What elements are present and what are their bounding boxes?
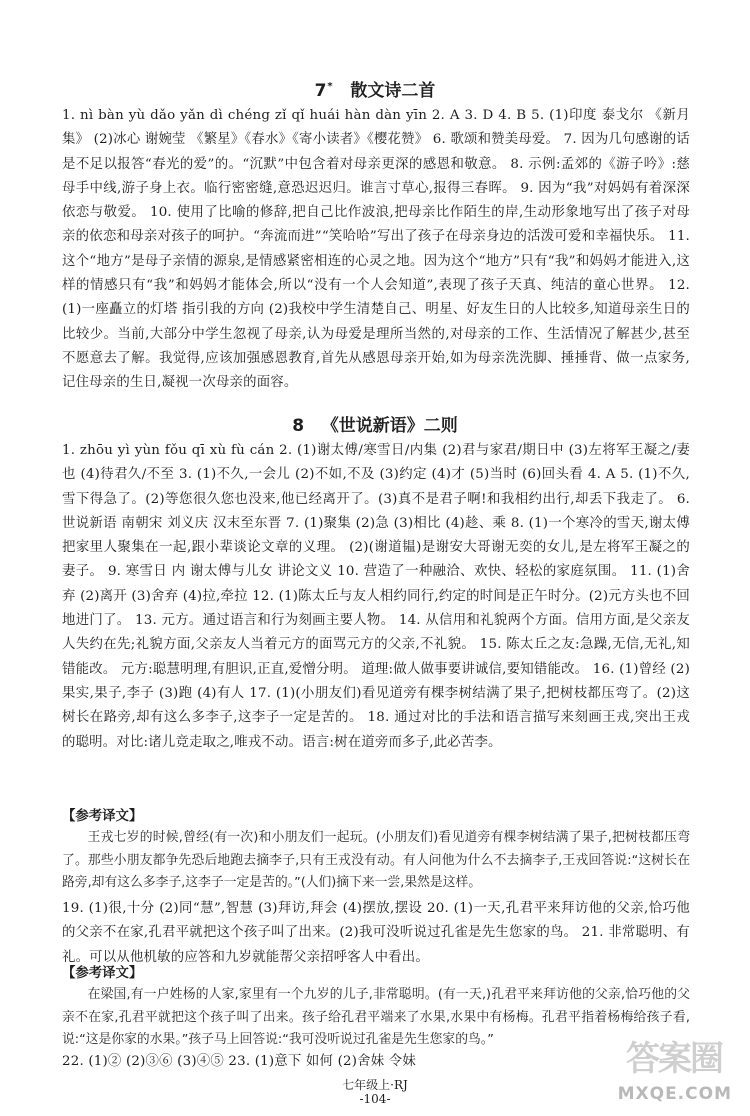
section-8-answers: 1. zhōu yì yùn fǒu qī xù fù cán 2. (1)谢太傅/寒雪日/内集 (2)君与家君/期日中 (3)左将军王凝之/妻也 (4)待君久/不至 3. (1)不久,一会儿 (2)不如,不及 (3)约定 (4)才 (5)当时 (6)回头看 4. A 5. (1)不久,雪下得急了。(2)等您很久您也没来,他已经离开了。(3)真不是君子啊!和我相约出行,却丢下我走了。 6. 世说新语 南朝宋 刘义庆 汉末至东晋 7. (1)聚集 (2)急 (3)相比 (4)趁、乘 8. (1)一个寒冷的雪天,谢太傅把家里人聚集在一起,跟小辈谈论文章的义理。 (2)(谢道韫)是谢安大哥谢无奕的女儿,是左将军王凝之的妻子。 9. 寒雪日 内 谢太傅与儿女 讲论文义 10. 营造了一种融洽、欢快、轻松的家庭氛围。 11. (1)舍弃 (2)离开 (3)舍弃 (4)拉,牵拉 12. (1)陈太丘与友人相约同行,约定的时间是正午时分。(2)元方头也不回地进门了。 13. 元方。通过语言和行为刻画主要人物。 14. 从信用和礼貌两个方面。信用方面,是父亲友人失约在先;礼貌方面,父亲友人当着元方的面骂元方的父亲,不礼貌。 15. 陈太丘之友:急躁,无信,无礼,知错能改。 元方:聪慧明理,有胆识,正直,爱憎分明。 道理:做人做事要讲诚信,要知错能改。 16. (1)曾经 (2)果实,果子,李子 (3)跑 (4)有人 17. (1)(小朋友们)看见道旁有棵李树结满了果子,把树枝都压弯了。(2)这树长在路旁,却有这么多李子,这李子一定是苦的。 18. 通过对比的手法和语言描写来刻画王戎,突出王戎的聪明。对比:诸儿竞走取之,唯戎不动。语言:树在道旁而多子,此必苦李。 bbox=[62, 443, 690, 750]
section-7-name: 散文诗二首 bbox=[350, 81, 436, 101]
section-8-answers-continued: 19. (1)很,十分 (2)同“慧”,智慧 (3)拜访,拜会 (4)摆放,摆设 20. (1)一天,孔君平来拜访他的父亲,恰巧他的父亲不在家,孔君平就把这个孩子叫了出来。(2)我可没听说过孔雀是先生您家的鸟。 21. 非常聪明、有礼。可以从他机敏的应答和九岁就能帮父亲招呼客人中看出。 bbox=[62, 901, 690, 965]
section-8-title bbox=[0, 411, 750, 436]
watermark-logo: 答案圈 bbox=[626, 1039, 722, 1079]
section-8-number: 8 bbox=[292, 416, 305, 436]
reference-translation-label-1: 【参考译文】 bbox=[62, 809, 143, 824]
reference-translation-2: 在梁国,有一户姓杨的人家,家里有一个九岁的儿子,非常聪明。(有一天,)孔君平来拜访他的父亲,恰巧他的父亲不在家,孔君平就把这个孩子叫了出来。孩子给孔君平端来了水果,水果中有杨梅。孔君平指着杨梅给孩子看,说:“这是你家的水果。”孩子马上回答说:“我可没听说过孔雀是先生您家的鸟。” bbox=[62, 987, 690, 1048]
reference-translation-1: 王戎七岁的时候,曾经(有一次)和小朋友们一起玩。(小朋友们)看见道旁有棵李树结满了果子,把树枝都压弯了。那些小朋友都争先恐后地跑去摘李子,只有王戎没有动。有人问他为什么不去摘李子,王戎回答说:“这树长在路旁,却有这么多李子,这李子一定是苦的。”(人们)摘下来一尝,果然是这样。 bbox=[62, 830, 690, 891]
section-7-answers: 1. nì bàn yù dǎo yǎn dì chéng zǐ qǐ huái hàn dàn yīn 2. A 3. D 4. B 5. (1)印度 泰戈尔 《新月集》 (2)冰心 谢婉莹 《繁星》《春水》《寄小读者》《樱花赞》 6. 歌颂和赞美母爱。 7. 因为几句感谢的话是不足以报答“春光的爱”的。“沉默”中包含着对母亲更深的感恩和敬意。 8. 示例:孟郊的《游子吟》:慈母手中线,游子身上衣。临行密密缝,意恐迟迟归。谁言寸草心,报得三春晖。 9. 因为“我”对妈妈有着深深依恋与敬爱。 10. 使用了比喻的修辞,把自己比作波浪,把母亲比作陌生的岸,生动形象地写出了孩子对母亲的依恋和母亲对孩子的呵护。“奔流而进”“笑哈哈”写出了孩子在母亲身边的活泼可爱和幸福快乐。 11. 这个“地方”是母子亲情的源泉,是情感紧密相连的心灵之地。因为这个“地方”只有“我”和妈妈才能进入,这样的情感只有“我”和妈妈才能体会,所以“没有一个人会知道”,表现了孩子天真、纯洁的童心世界。 12. (1)一座矗立的灯塔 指引我的方向 (2)我校中学生清楚自己、明星、好友生日的人比较多,知道母亲生日的比较少。当前,大部分中学生忽视了母亲,认为母爱是理所当然的,对母亲的工作、生活情况了解甚少,甚至不愿意去了解。我觉得,应该加强感恩教育,首先从感恩母亲开始,如为母亲洗洗脚、捶捶背、做一点家务,记住母亲的生日,凝视一次母亲的面容。 bbox=[62, 108, 690, 391]
page-number: -104- bbox=[359, 1092, 391, 1106]
section-8-name: 《世说新语》二则 bbox=[321, 416, 458, 436]
final-answers: 22. (1)② (2)③⑥ (3)④⑤ 23. (1)意下 如何 (2)舍妹 令妹 bbox=[62, 1054, 416, 1069]
grade-label: 七年级上·RJ bbox=[342, 1078, 408, 1092]
watermark-site: MXQE.COM bbox=[617, 1084, 732, 1104]
section-7-number: 7 bbox=[314, 81, 327, 101]
section-7-title bbox=[0, 76, 750, 101]
section-7-mark: * bbox=[327, 81, 333, 93]
reference-translation-label-2: 【参考译文】 bbox=[62, 966, 143, 981]
